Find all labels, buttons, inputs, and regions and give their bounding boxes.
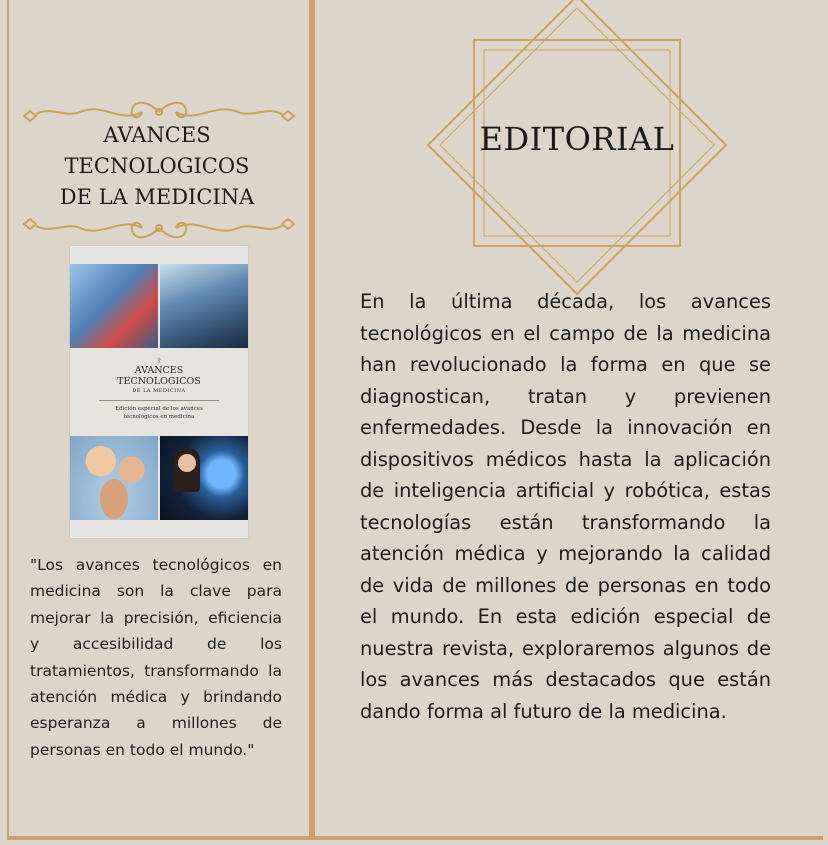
- cover-photo-ai-scientist: [160, 436, 248, 520]
- title-line-3: DE LA MEDICINA: [59, 185, 255, 209]
- caduceus-icon: ⚕: [156, 356, 162, 365]
- cover-title-small: DE LA MEDICINA: [132, 388, 186, 394]
- cover-photo-prosthetics: [70, 436, 158, 520]
- bottom-border-line: [7, 836, 823, 840]
- magazine-cover-thumbnail: [70, 246, 248, 538]
- cover-bottom-margin: [70, 520, 248, 538]
- editorial-body: En la última década, los avances tecnológicos en el campo de la medicina han revolucionado la forma en que se diagnostican, tratan y previenen enfermedades. Desde la innovación en dispositivos médicos hasta la aplicación de inteligencia artificial y robótica, estas tecnologías están transformando la atención médica y mejorando la calidad de vida de millones de personas en todo el mundo. En esta edición especial de nuestra revista, exploraremos algunos de los avances más destacados que están dando forma al futuro de la medicina.: [360, 290, 771, 723]
- column-divider: [309, 0, 315, 838]
- featured-quote: "Los avances tecnológicos en medicina son la clave para mejorar la precisión, eficiencia y accesibilidad de los tratamientos, transformando la atención médica y brindando esperanza a millones de personas en todo el mundo.": [30, 556, 282, 759]
- cover-title-line-2: TECNOLOGICOS: [117, 376, 201, 387]
- title-line-1: AVANCES: [103, 123, 211, 147]
- cover-title-line-1: AVANCES: [134, 365, 184, 376]
- magazine-title: [32, 120, 282, 213]
- editorial-heading: EDITORIAL: [479, 120, 675, 158]
- cover-rule: [99, 400, 219, 401]
- cover-subtitle-line-2: tecnológicos en medicina: [123, 414, 195, 420]
- title-line-2: TECNOLOGICOS: [64, 154, 250, 178]
- cover-photo-medical-robot: [160, 264, 248, 348]
- cover-title-block: [70, 348, 248, 436]
- cover-photo-laboratory: [70, 264, 158, 348]
- cover-subtitle-line-1: Edición especial de los avances: [115, 406, 203, 412]
- left-border-line: [7, 0, 9, 838]
- ornamental-flourish-icon: [22, 214, 296, 242]
